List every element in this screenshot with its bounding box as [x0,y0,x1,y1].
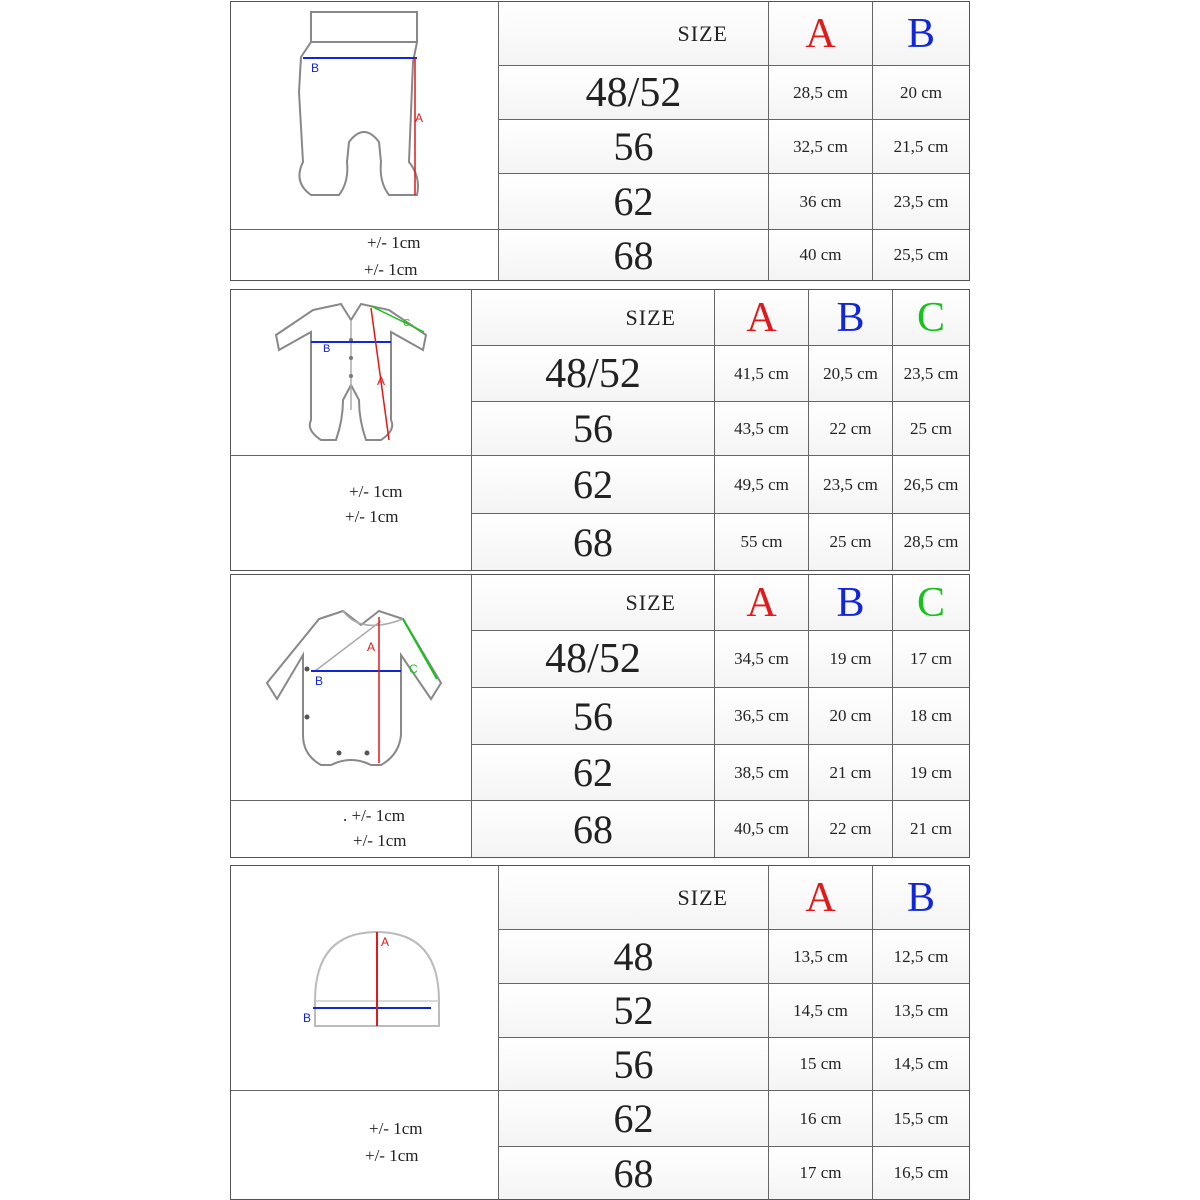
garment-diagram [231,575,472,801]
size-cell: 52 [499,984,769,1038]
measure-a: 17 cm [769,1147,873,1199]
size-cell: 68 [499,230,769,280]
measure-b: 25 cm [809,514,893,570]
header-col-a: A [769,2,873,66]
diagram-label-a: A [381,935,390,949]
diagram-label-b: B [315,674,324,688]
size-cell: 48/52 [472,346,715,402]
measure-b: 19 cm [809,631,893,688]
size-cell: 68 [472,514,715,570]
measure-b: 16,5 cm [873,1147,969,1199]
measure-a: 36,5 cm [715,688,809,745]
diagram-label-b: B [311,61,320,75]
measure-c: 19 cm [893,745,969,801]
measure-b: 20 cm [873,66,969,120]
measure-a: 14,5 cm [769,984,873,1038]
footed-pants-diagram [231,2,499,230]
tolerance-note [231,456,472,570]
size-cell: 48/52 [499,66,769,120]
bodysuit-diagram [231,575,472,801]
measure-b: 22 cm [809,402,893,456]
header-size: SIZE [499,866,769,930]
tolerance-line-1: +/- 1cm [367,233,421,252]
tolerance-note [231,230,499,280]
size-cell: 62 [472,456,715,514]
measure-a: 49,5 cm [715,456,809,514]
header-col-b: B [873,2,969,66]
garment-diagram [231,2,499,230]
diagram-label-c: C [409,662,418,676]
size-cell: 56 [472,688,715,745]
measure-a: 43,5 cm [715,402,809,456]
romper-diagram [231,290,472,456]
diagram-label-a: A [367,640,376,654]
measure-b: 20,5 cm [809,346,893,402]
measure-c: 17 cm [893,631,969,688]
measure-c: 25 cm [893,402,969,456]
measure-a: 38,5 cm [715,745,809,801]
measure-c: 28,5 cm [893,514,969,570]
size-cell: 62 [472,745,715,801]
garment-diagram [231,866,499,1091]
tolerance-line-2: +/- 1cm [345,507,399,526]
size-cell: 62 [499,1091,769,1147]
header-col-b: B [809,290,893,346]
size-cell: 56 [472,402,715,456]
tolerance-line-1: +/- 1cm [369,1119,423,1138]
tolerance-note [231,801,472,857]
header-col-c: C [893,575,969,631]
diagram-label-b: B [323,343,331,355]
measure-b: 12,5 cm [873,930,969,984]
size-cell: 56 [499,1038,769,1091]
header-col-b: B [809,575,893,631]
measure-a: 32,5 cm [769,120,873,174]
header-size: SIZE [499,2,769,66]
tolerance-line-2: +/- 1cm [364,260,418,279]
hat-diagram [231,866,499,1091]
header-col-b: B [873,866,969,930]
measure-a: 36 cm [769,174,873,230]
diagram-label-b: B [303,1011,312,1025]
header-col-a: A [769,866,873,930]
size-cell: 48 [499,930,769,984]
size-table-footed-pants [230,1,970,281]
size-cell: 56 [499,120,769,174]
measure-a: 41,5 cm [715,346,809,402]
header-col-a: A [715,575,809,631]
size-table-bodysuit [230,574,970,858]
size-cell: 62 [499,174,769,230]
measure-a: 28,5 cm [769,66,873,120]
measure-a: 34,5 cm [715,631,809,688]
measure-a: 15 cm [769,1038,873,1091]
garment-diagram [231,290,472,456]
measure-b: 21,5 cm [873,120,969,174]
size-cell: 68 [499,1147,769,1199]
measure-c: 21 cm [893,801,969,857]
measure-b: 23,5 cm [809,456,893,514]
size-table-romper [230,289,970,571]
measure-a: 40,5 cm [715,801,809,857]
size-cell: 68 [472,801,715,857]
size-cell: 48/52 [472,631,715,688]
measure-b: 20 cm [809,688,893,745]
tolerance-line-1: +/- 1cm [349,482,403,501]
measure-b: 13,5 cm [873,984,969,1038]
measure-c: 18 cm [893,688,969,745]
diagram-label-a: A [377,374,386,388]
measure-c: 26,5 cm [893,456,969,514]
size-table-hat [230,865,970,1200]
header-col-a: A [715,290,809,346]
measure-b: 14,5 cm [873,1038,969,1091]
diagram-label-a: A [415,111,424,125]
header-size: SIZE [472,290,715,346]
measure-b: 21 cm [809,745,893,801]
measure-a: 16 cm [769,1091,873,1147]
tolerance-line-2: +/- 1cm [353,831,407,850]
header-size: SIZE [472,575,715,631]
diagram-label-c: C [403,318,411,329]
measure-b: 22 cm [809,801,893,857]
tolerance-note [231,1091,499,1199]
measure-a: 55 cm [715,514,809,570]
measure-c: 23,5 cm [893,346,969,402]
measure-b: 15,5 cm [873,1091,969,1147]
measure-a: 13,5 cm [769,930,873,984]
measure-a: 40 cm [769,230,873,280]
header-col-c: C [893,290,969,346]
measure-b: 23,5 cm [873,174,969,230]
tolerance-line-2: +/- 1cm [365,1146,419,1165]
tolerance-line-1: . +/- 1cm [343,806,405,825]
measure-b: 25,5 cm [873,230,969,280]
